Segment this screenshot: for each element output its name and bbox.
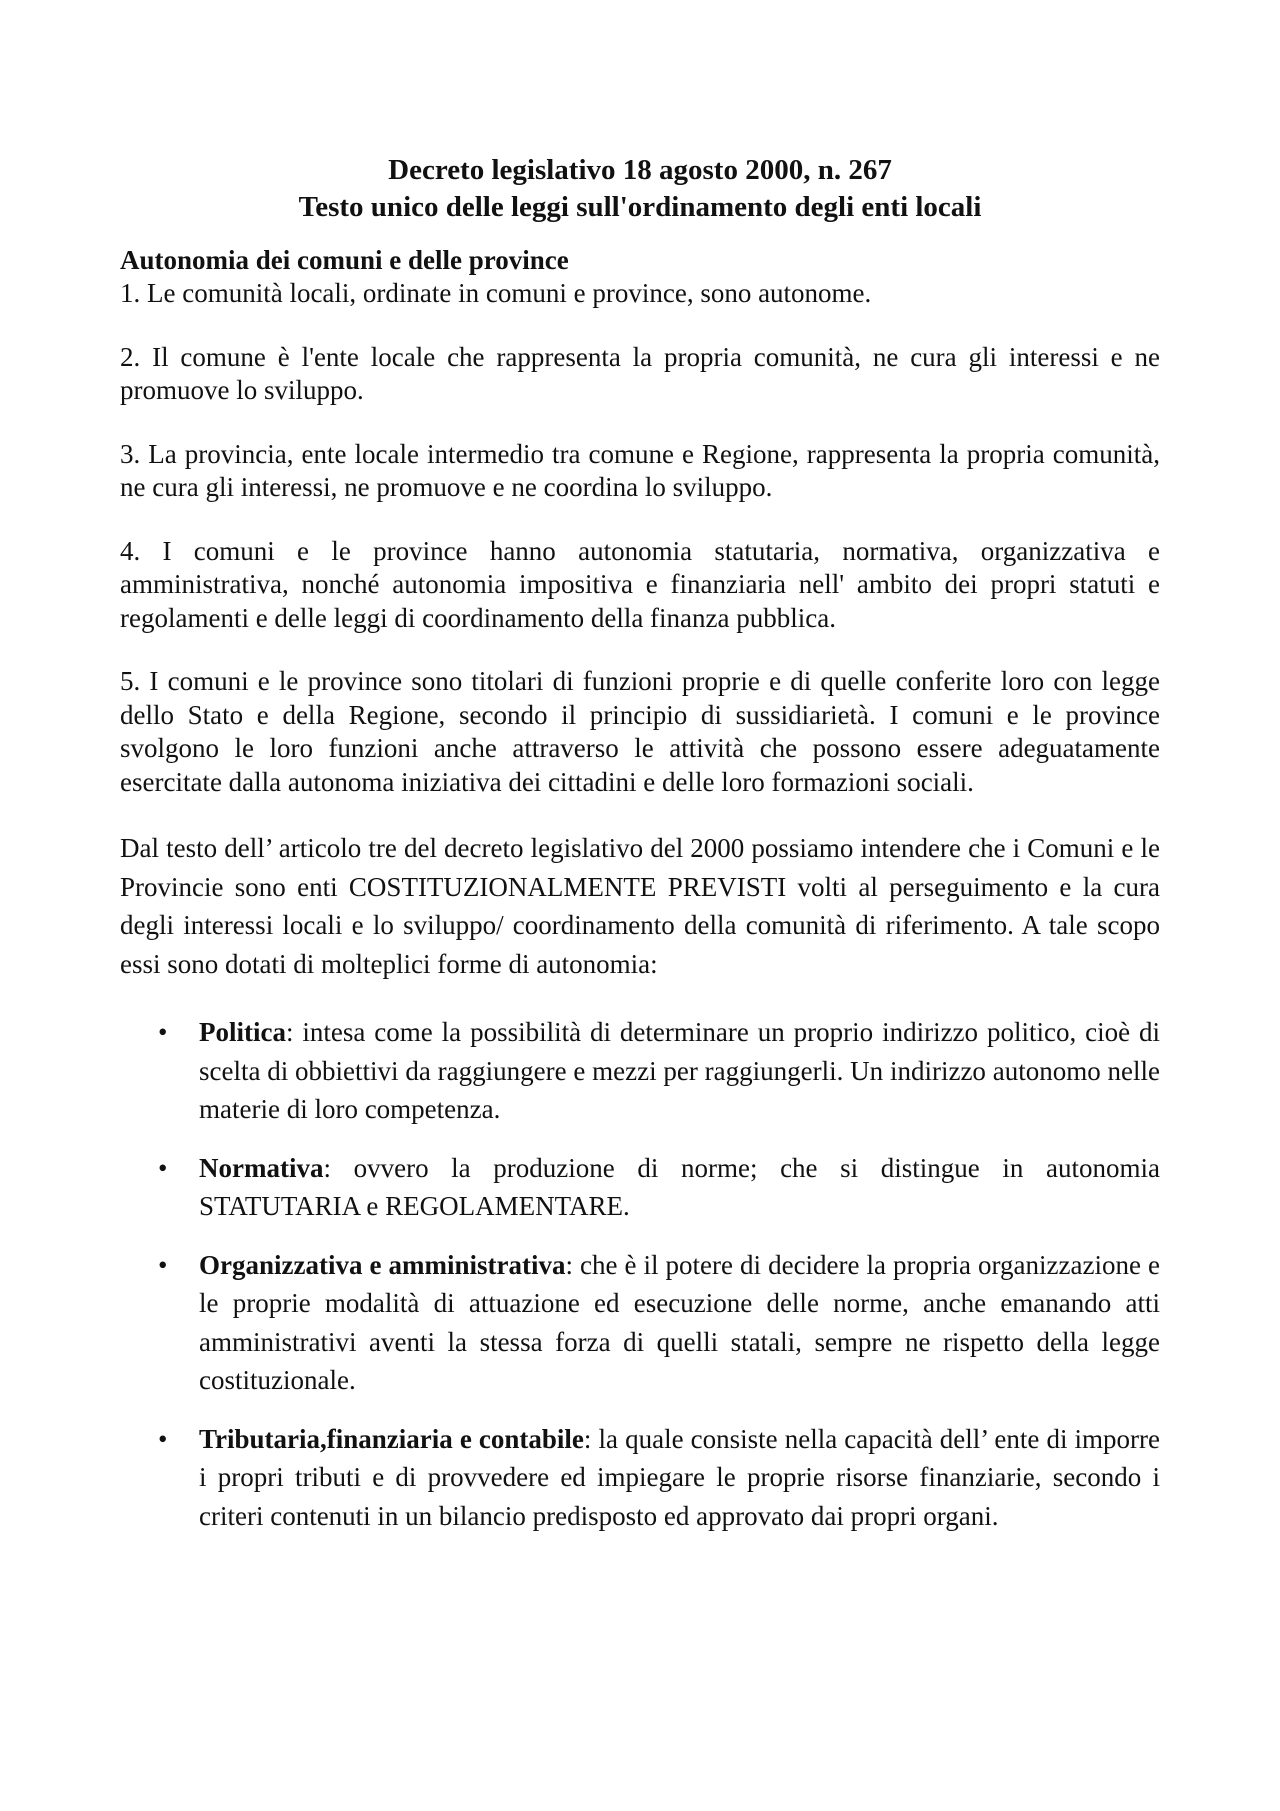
section-heading: Autonomia dei comuni e delle province	[120, 245, 569, 275]
list-item	[120, 1246, 1160, 1400]
autonomy-term: Normativa	[199, 1152, 324, 1183]
bullet-icon: •	[158, 1152, 168, 1183]
paragraph-4: 4. I comuni e le province hanno autonomia statutaria, normativa, organizzativa e amministrativa, nonché autonomia impositiva e finanziaria nell' ambito dei propri statuti e regolamenti e delle leggi di coordinamento della finanza pubblica.	[120, 535, 1160, 633]
list-item	[120, 1149, 1160, 1226]
list-item	[120, 1013, 1160, 1129]
title-line-2: Testo unico delle leggi sull'ordinamento degli enti locali	[298, 191, 982, 223]
document-title	[120, 152, 1160, 226]
document-body	[120, 152, 1160, 1555]
bullet-icon: •	[158, 1249, 168, 1280]
paragraph-1: 1. Le comunità locali, ordinate in comuni e province, sono autonome.	[120, 278, 872, 308]
bullet-icon: •	[158, 1423, 168, 1454]
title-line-1: Decreto legislativo 18 agosto 2000, n. 267	[388, 154, 892, 186]
autonomy-description: : la quale consiste nella capacità dell’ ente di imporre i propri tributi e di provvedere ed impiegare le proprie risorse finanziarie, secondo i criteri contenuti in un bilancio predisposto ed approvato dai propri organi.	[199, 1423, 1161, 1531]
autonomy-term: Politica	[199, 1017, 286, 1047]
paragraph-5: 5. I comuni e le province sono titolari di funzioni proprie e di quelle conferite loro con legge dello Stato e della Regione, secondo il principio di sussidiarietà. I comuni e le province svolgono le loro funzioni anche attraverso le attività che possono essere adeguatamente esercitate dalla autonoma iniziativa dei cittadini e delle loro formazioni sociali.	[120, 666, 1160, 797]
autonomy-description: : ovvero la produzione di norme; che si distingue in autonomia STATUTARIA e REGOLAMENTARE.	[199, 1152, 1160, 1221]
bullet-icon: •	[158, 1017, 168, 1047]
autonomy-list	[120, 1013, 1160, 1535]
commentary-paragraph: Dal testo dell’ articolo tre del decreto legislativo del 2000 possiamo intendere che i Comuni e le Provincie sono enti COSTITUZIONALMENTE PREVISTI volti al perseguimento e la cura degli interessi locali e lo sviluppo/ coordinamento della comunità di riferimento. A tale scopo essi sono dotati di molteplici forme di autonomia:	[120, 833, 1160, 979]
paragraph-3: 3. La provincia, ente locale intermedio tra comune e Regione, rappresenta la propria comunità, ne cura gli interessi, ne promuove e ne coordina lo sviluppo.	[120, 438, 1160, 502]
paragraph-2: 2. Il comune è l'ente locale che rappresenta la propria comunità, ne cura gli interessi e ne promuove lo sviluppo.	[120, 341, 1160, 405]
autonomy-term: Organizzativa e amministrativa	[199, 1249, 566, 1280]
list-item	[120, 1420, 1160, 1536]
autonomy-description: : che è il potere di decidere la propria organizzazione e le proprie modalità di attuazione ed esecuzione delle norme, anche emanando atti amministrativi aventi la stessa forza di quelli statali, sempre ne rispetto della legge costituzionale.	[199, 1249, 1160, 1395]
autonomy-description: : intesa come la possibilità di determinare un proprio indirizzo politico, cioè di scelta di obbiettivi da raggiungere e mezzi per raggiungerli. Un indirizzo autonomo nelle materie di loro competenza.	[199, 1017, 1160, 1124]
autonomy-term: Tributaria,finanziaria e contabile	[199, 1423, 584, 1454]
article-text	[120, 244, 1160, 799]
